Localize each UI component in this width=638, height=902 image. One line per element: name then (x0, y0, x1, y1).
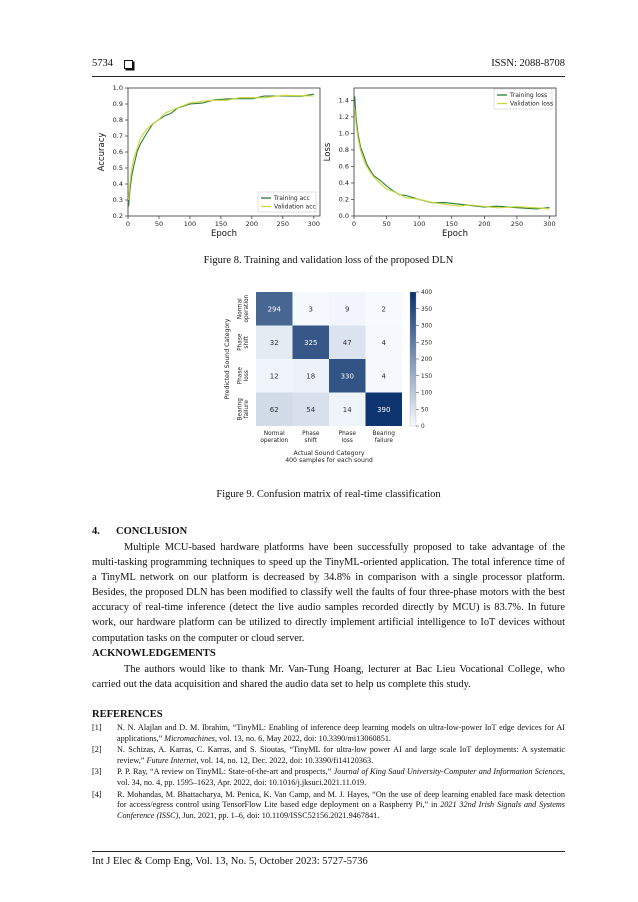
y-tick-label: 0.7 (112, 132, 123, 141)
y-tick-label: 0.8 (338, 146, 349, 155)
column-label: Phase (338, 431, 356, 437)
x-tick-label: 150 (214, 220, 228, 228)
colorbar-tick-label: 350 (421, 306, 433, 313)
page-footer: Int J Elec & Comp Eng, Vol. 13, No. 5, October 2023: 5727-5736 (92, 856, 368, 867)
x-tick-label: 0 (125, 220, 131, 228)
y-tick-label: 0.4 (338, 179, 349, 188)
series-line (355, 96, 550, 209)
footer-rule (92, 851, 565, 852)
column-label: Bearing (372, 431, 395, 437)
acknowledgements-paragraph: The authors would like to thank Mr. Van-Tung Hoang, lecturer at Bac Lieu Vocational College, who carried out the data acquisition and shared the audio data set to help us complete this study. (92, 664, 565, 691)
cell-value: 54 (306, 405, 316, 414)
section-number: 4. (92, 526, 100, 537)
x-tick-label: 250 (276, 220, 290, 228)
row-label: failure (244, 400, 250, 419)
cell-value: 390 (377, 405, 391, 414)
cell-value: 18 (306, 372, 316, 381)
loss-chart (322, 84, 562, 246)
x-tick-label: 300 (307, 220, 321, 228)
y-axis-label: Accuracy (97, 132, 107, 172)
section-title: CONCLUSION (116, 526, 188, 537)
square-icon (124, 60, 133, 69)
colorbar-tick-label: 50 (421, 407, 429, 414)
confusion-matrix-chart (212, 284, 452, 480)
y-tick-label: 1.2 (338, 113, 349, 122)
x-tick-label: 0 (351, 220, 357, 228)
row-label: Bearing (237, 398, 244, 421)
x-tick-label: 50 (154, 220, 164, 228)
acknowledgements-heading: ACKNOWLEDGEMENTS (92, 648, 216, 659)
cell-value: 3 (308, 305, 313, 314)
x-tick-label: 200 (245, 220, 259, 228)
x-tick-label: 200 (478, 220, 491, 228)
legend-label: Training acc (274, 195, 310, 202)
x-tick-label: 250 (510, 220, 524, 228)
column-label: failure (374, 437, 393, 444)
row-label: Phase (237, 333, 244, 351)
y-tick-label: 1.0 (112, 84, 123, 93)
reference-item: [2] N. Schizas, A. Karras, C. Karras, and S. Sioutas, “TinyML for ultra-low power AI and large scale IoT deployments: A systematic review,” Future Internet, vol. 14, no. 12, Dec. 2022, doi: 10.3390/fi14120363. (92, 745, 565, 765)
cell-value: 12 (269, 372, 279, 381)
y-tick-label: 0.8 (112, 116, 123, 125)
column-label: Phase (302, 431, 320, 437)
figure-8-caption: Figure 8. Training and validation loss of the proposed DLN (203, 255, 454, 266)
y-tick-label: 0.3 (112, 196, 123, 205)
row-label: Phase (237, 367, 244, 385)
cell-value: 325 (304, 338, 318, 347)
figure-9-caption: Figure 9. Confusion matrix of real-time classification (216, 489, 441, 500)
x-axis-note: 400 samples for each sound (285, 457, 373, 464)
x-tick-label: 100 (183, 220, 197, 228)
x-axis-label: Actual Sound Category (293, 450, 365, 457)
references-heading: REFERENCES (92, 709, 163, 720)
column-label: Normal (263, 431, 285, 437)
colorbar-tick-label: 150 (421, 373, 433, 380)
colorbar-tick-label: 250 (421, 340, 433, 347)
series-line (355, 109, 550, 209)
x-tick-label: 50 (382, 220, 391, 228)
cell-value: 4 (381, 372, 386, 381)
cell-value: 4 (381, 338, 386, 347)
y-tick-label: 0.2 (338, 195, 349, 204)
row-label: loss (244, 370, 250, 382)
y-axis-label: Loss (323, 142, 333, 162)
x-axis-label: Epoch (210, 229, 238, 239)
colorbar-tick-label: 400 (421, 290, 433, 296)
header-rule (92, 76, 565, 77)
cell-value: 294 (267, 305, 281, 314)
reference-item: [1] N. N. Alajlan and D. M. Ibrahim, “TinyML: Enabling of inference deep learning models on ultra-low-power IoT edge devices for AI applications,” Micromachines, vol. 13, no. 6, May 2022, doi: 10.3390/mi13060851. (92, 723, 565, 743)
reference-item: [3] P. P. Ray, “A review on TinyML: State-of-the-art and prospects,” Journal of King Saud University-Computer and Information Sciences, vol. 34, no. 4, pp. 1595–1623, Apr. 2022, doi: 10.1016/j.jksuci.2021.11.019. (92, 767, 565, 787)
colorbar-tick-label: 200 (421, 357, 433, 363)
row-label: shift (244, 335, 250, 349)
page-header (92, 58, 565, 74)
cell-value: 32 (269, 338, 279, 347)
row-label: Normal (237, 298, 244, 320)
y-tick-label: 0.2 (112, 212, 123, 221)
column-label: operation (260, 437, 289, 444)
cell-value: 2 (381, 305, 386, 314)
y-tick-label: 0.0 (338, 212, 349, 221)
page-number: 5734 (92, 58, 113, 69)
colorbar-tick-label: 300 (421, 323, 433, 330)
y-axis-label: Predicted Sound Category (224, 318, 231, 400)
conclusion-paragraph: Multiple MCU-based hardware platforms have been successfully proposed to take advantage of the multi-tasking programming techniques to speed up the TinyML-oriented application. The total inference time of a TinyML network on our platform is decreased by 34.8% in comparison with a single processor platform. Besides, the proposed DLN has been modified to classify well the faults of four three-phase motors with the best accuracy of real-time inference (detect the live audio samples recorded directly by MCU) is 83.7%. In future work, our hardware platform can be utilized to directly implement artificial intelligence to IoT devices without computation tasks on the computer or cloud server. (92, 542, 565, 644)
y-tick-label: 0.6 (112, 148, 123, 157)
y-tick-label: 0.9 (112, 100, 123, 109)
reference-item: [4] R. Mohandas, M. Bhattacharya, M. Penica, K. Van Camp, and M. J. Hayes, “On the use of deep learning enabled face mask detection for access/egress control using TensorFlow Lite based edge deployment on a Raspberry Pi,” in 2021 32nd Irish Signals and Systems Conference (ISSC), Jun. 2021, pp. 1–6, doi: 10.1109/ISSC52156.2021.9467841. (92, 789, 565, 820)
cell-value: 330 (340, 372, 354, 381)
x-tick-label: 300 (543, 220, 556, 228)
column-label: shift (304, 437, 318, 444)
x-axis-label: Epoch (441, 229, 469, 239)
y-tick-label: 1.4 (338, 96, 349, 105)
conclusion-heading (92, 526, 187, 537)
x-tick-label: 100 (412, 220, 426, 228)
column-label: loss (341, 437, 353, 444)
reference-list (92, 723, 565, 822)
cell-value: 62 (269, 405, 279, 414)
colorbar-tick-label: 0 (421, 424, 425, 430)
y-tick-label: 0.5 (112, 164, 123, 173)
colorbar-tick-label: 100 (421, 390, 433, 397)
accuracy-chart (86, 84, 322, 246)
issn: ISSN: 2088-8708 (491, 58, 565, 69)
series-line (129, 95, 314, 200)
y-tick-label: 0.6 (338, 162, 349, 171)
colorbar (410, 292, 416, 426)
y-tick-label: 1.0 (338, 129, 349, 138)
y-tick-label: 0.4 (112, 180, 123, 189)
x-tick-label: 150 (445, 220, 458, 228)
cell-value: 14 (342, 405, 352, 414)
series-line (129, 94, 314, 206)
legend-label: Validation acc (274, 203, 316, 211)
legend-label: Training loss (510, 92, 548, 99)
row-label: operation (244, 294, 250, 323)
legend-label: Validation loss (510, 100, 554, 108)
cell-value: 47 (342, 338, 352, 347)
cell-value: 9 (345, 305, 350, 314)
